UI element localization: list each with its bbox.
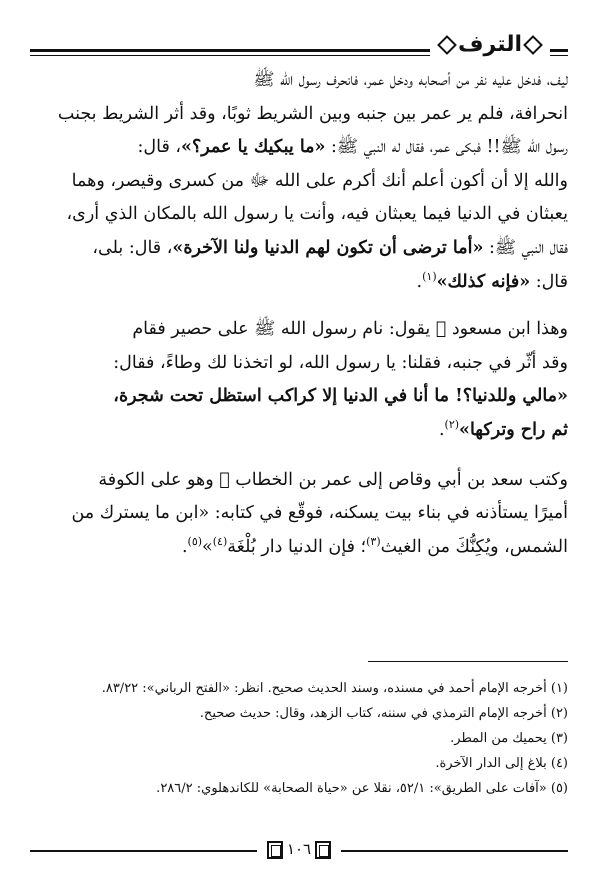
text-line: ، قال:: [137, 137, 182, 158]
footnote-ref[interactable]: (٥): [187, 534, 203, 548]
footnote-5: (٥) «آفات على الطريق»: ٥٢/١، نقلا عن «حياة الصحابة» للكاندهلوي: ٢٨٦/٢.: [156, 781, 568, 796]
footnote-ref[interactable]: (٤): [212, 534, 228, 548]
text-line: وهذا ابن مسعود ﷛ يقول: نام رسول الله ﷺ على حصير فقام: [132, 319, 568, 340]
footnote-4: (٤) بلاغ إلى الدار الآخرة.: [435, 756, 568, 771]
paragraph-3: [30, 464, 568, 565]
footnotes: [30, 676, 568, 801]
hadith-quote: ثم راح وتركها»: [459, 419, 568, 440]
text-line: انحرافة، فلم ير عمر بين جنبه وبين الشريط ثوبًا، وقد أثر الشريط بجنب: [57, 103, 568, 124]
text-line: ليف، فدخل عليه نفر من أصحابه ودخل عمر، فانحرف رسول الله ﷺ: [253, 70, 568, 90]
hadith-quote: «فإنه كذلك»: [436, 271, 531, 292]
footnote-ref[interactable]: (٢): [444, 418, 460, 432]
hadith-quote: «مالي وللدنيا؟! ما أنا في الدنيا إلا كراكب استظل تحت شجرة،: [113, 386, 568, 407]
footnote-ref[interactable]: (١): [422, 269, 437, 283]
text-line: .: [416, 271, 423, 292]
book-ornament-icon: [267, 841, 283, 859]
page-footer: [0, 836, 598, 862]
footnote-1: (١) أخرجه الإمام أحمد في مسنده، وسند الحديث صحيح. انظر: «الفتح الرباني»: ٨٣/٢٢.: [101, 681, 568, 696]
text-line: رسول الله ﷺ!! فبكى عمر، فقال له النبي ﷺ:: [325, 137, 568, 158]
main-text: [30, 64, 568, 564]
text-line: .: [438, 419, 445, 440]
text-line: وكتب سعد بن أبي وقاص إلى عمر بن الخطاب ﷛ وهو على الكوفة: [98, 469, 568, 490]
footnote-separator: [368, 661, 568, 662]
footnote-3: (٣) يحميك من المطر.: [450, 731, 568, 746]
text-line: والله إلا أن أكون أعلم أنك أكرم على الله ﷻ من كسرى وقيصر، وهما: [71, 170, 568, 191]
diamond-ornament-icon: [523, 35, 543, 55]
text-line: وقد أثّر في جنبه، فقلنا: يا رسول الله، لو اتخذنا لك وطاءً، فقال:: [113, 352, 568, 373]
paragraph-2: [30, 313, 568, 447]
paragraph-1: [30, 64, 568, 299]
hadith-quote: «أما ترضى أن تكون لهم الدنيا ولنا الآخرة»: [172, 237, 484, 258]
footnote-ref[interactable]: (٣): [366, 534, 381, 548]
text-line: أميرًا يستأذنه في بناء بيت يسكنه، فوقّع في كتابه: «ابن ما يسترك من: [71, 503, 568, 524]
page-number: ١٠٦: [286, 840, 312, 858]
text-line: ؛ فإن الدنيا دار بُلْغَة: [227, 536, 367, 557]
chapter-title: الترف: [457, 32, 522, 57]
text-line: يعبثان في الدنيا فيما يعبثان فيه، وأنت يا رسول الله بالمكان الذي أرى،: [66, 204, 568, 225]
text-line: »: [202, 536, 213, 557]
text-line: فقال النبي ﷺ:: [483, 237, 568, 258]
running-header: [430, 30, 550, 60]
text-line: ، قال: بلى،: [92, 237, 173, 258]
hadith-quote: «ما يبكيك يا عمر؟»: [181, 137, 326, 158]
book-ornament-icon: [315, 841, 331, 859]
text-line: قال:: [530, 271, 568, 292]
text-line: .: [181, 536, 188, 557]
footnote-2: (٢) أخرجه الإمام الترمذي في سننه، كتاب الزهد، وقال: حديث صحيح.: [199, 706, 568, 721]
text-line: الشمس، ويُكِنُّكَ من الغيث: [380, 536, 568, 557]
diamond-ornament-icon: [437, 35, 457, 55]
